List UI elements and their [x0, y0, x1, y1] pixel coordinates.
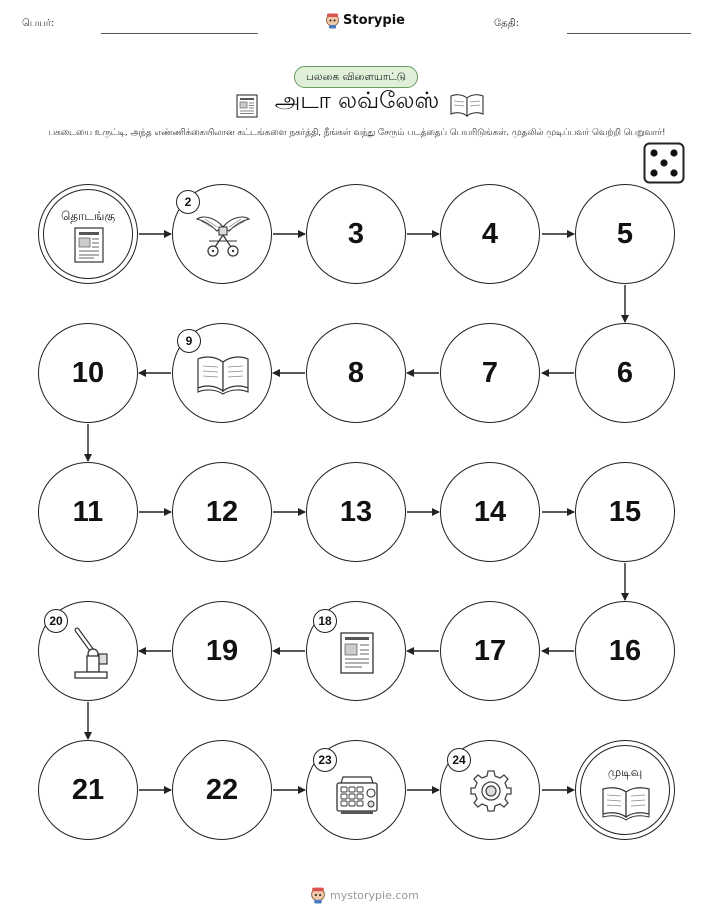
space-badge: 18: [313, 609, 337, 633]
board-space-16[interactable]: 16: [575, 601, 675, 701]
finish-space[interactable]: [575, 740, 675, 840]
open-book-icon: [601, 785, 651, 821]
start-space[interactable]: [38, 184, 138, 284]
instructions: பகடையை உருட்டி, அந்த எண்ணிக்கையிலான கட்டங்களை நகர்த்தி, நீங்கள் வந்து சேரும் படத்தைப் பெயரிடுங்கள். முதலில் முடிப்பவர் வெற்றி பெறுவார்!: [48, 128, 666, 138]
lever-icon: [69, 626, 111, 682]
space-badge: 9: [177, 329, 201, 353]
finish-label: முடிவு: [607, 765, 643, 779]
board-space-22[interactable]: 22: [172, 740, 272, 840]
page-title: அடா லவ்லேஸ்: [274, 88, 440, 114]
calculating-machine-icon: [333, 771, 381, 815]
open-book-icon: [195, 354, 251, 396]
newspaper-icon: [340, 632, 374, 674]
board-space-8[interactable]: 8: [306, 323, 406, 423]
board-space-7[interactable]: 7: [440, 323, 540, 423]
board-space-14[interactable]: 14: [440, 462, 540, 562]
brand-mascot-icon: [310, 886, 326, 904]
game-type-badge: பலகை விளையாட்டு: [294, 66, 418, 88]
board-space-12[interactable]: 12: [172, 462, 272, 562]
board-space-19[interactable]: 19: [172, 601, 272, 701]
board-space-6[interactable]: 6: [575, 323, 675, 423]
board-space-13[interactable]: 13: [306, 462, 406, 562]
space-badge: 24: [447, 748, 471, 772]
footer-url[interactable]: mystorypie.com: [330, 888, 419, 902]
board-space-15[interactable]: 15: [575, 462, 675, 562]
date-label: தேதி:: [494, 18, 520, 29]
board-space-10[interactable]: 10: [38, 323, 138, 423]
space-badge: 2: [176, 190, 200, 214]
start-label: தொடங்கு: [60, 209, 116, 223]
flying-machine-icon: [195, 213, 251, 259]
footer: [310, 886, 419, 904]
board-space-11[interactable]: 11: [38, 462, 138, 562]
board-space-21[interactable]: 21: [38, 740, 138, 840]
newspaper-icon: [74, 227, 104, 263]
brand-name: Storypie: [343, 13, 405, 28]
board-space-5[interactable]: 5: [575, 184, 675, 284]
space-badge: 20: [44, 609, 68, 633]
board-space-3[interactable]: 3: [306, 184, 406, 284]
board-space-4[interactable]: 4: [440, 184, 540, 284]
space-badge: 23: [313, 748, 337, 772]
name-label: பெயர்:: [22, 18, 55, 29]
gear-icon: [469, 769, 513, 813]
board-space-17[interactable]: 17: [440, 601, 540, 701]
